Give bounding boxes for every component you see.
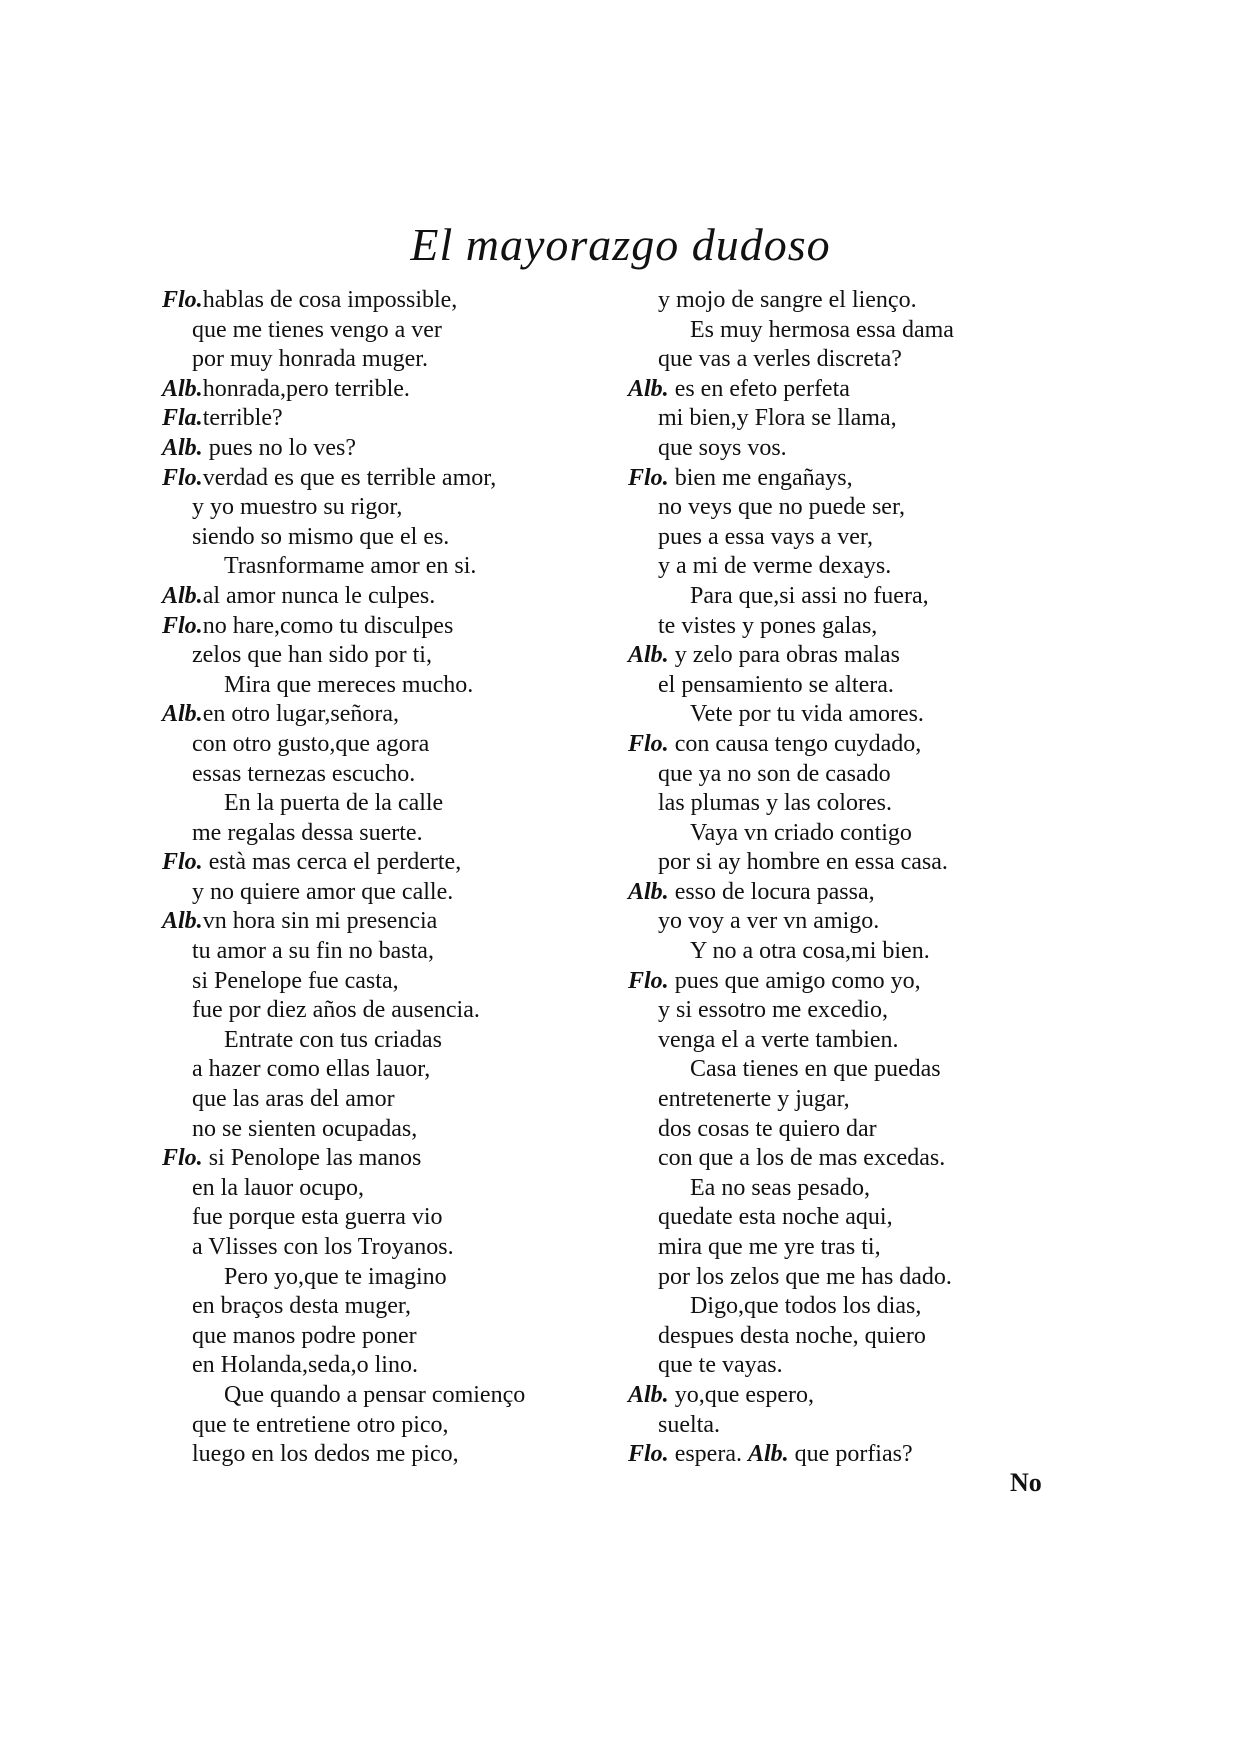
verse-line [628, 434, 1028, 464]
verse-text: que te entretiene otro pico, [192, 1411, 449, 1438]
verse-text: vn hora sin mi presencia [202, 908, 438, 935]
verse-text: Vaya vn criado contigo [690, 819, 912, 846]
verse-line [628, 1263, 1028, 1293]
verse-text: pues que amigo como yo, [668, 967, 921, 994]
verse-text: pues no lo ves? [202, 434, 356, 461]
verse-text: por muy honrada muger. [192, 346, 428, 373]
verse-text: Y no a otra cosa,mi bien. [690, 938, 930, 965]
speaker-label: Flo. [162, 849, 203, 876]
verse-line [628, 730, 1028, 760]
verse-text: el pensamiento se altera. [658, 671, 894, 698]
verse-line [628, 878, 1028, 908]
verse-line [628, 848, 1028, 878]
verse-text: Entrate con tus criadas [224, 1026, 442, 1053]
verse-text: y mojo de sangre el lienço. [658, 287, 917, 313]
verse-text: Trasnformame amor en si. [224, 553, 477, 580]
verse-line [162, 789, 602, 819]
speaker-label: Alb. [162, 434, 203, 461]
verse-text: Casa tienes en que puedas [690, 1056, 941, 1083]
verse-text: al amor nunca le culpes. [202, 582, 436, 609]
verse-text: yo voy a ver vn amigo. [658, 908, 880, 935]
verse-line [628, 967, 1028, 997]
catchword: No [1010, 1468, 1042, 1497]
verse-text: a Vlisses con los Troyanos. [192, 1234, 454, 1260]
verse-line [162, 1055, 602, 1085]
verse-text: mira que me yre tras ti, [658, 1234, 881, 1260]
verse-line [162, 1292, 602, 1322]
verse-line [162, 907, 602, 937]
verse-line [162, 1411, 602, 1441]
verse-line [628, 1351, 1028, 1381]
verse-line [628, 1322, 1028, 1352]
verse-text: que te vayas. [658, 1352, 783, 1379]
verse-line [628, 641, 1028, 671]
speaker-label: Alb. [628, 878, 669, 905]
verse-line [162, 1263, 602, 1293]
verse-line [162, 286, 602, 316]
speaker-label: Flo. [628, 1441, 669, 1468]
verse-text: que soys vos. [658, 434, 787, 461]
verse-text: que me tienes vengo a ver [192, 316, 442, 343]
verse-line [628, 552, 1028, 582]
verse-text: Es muy hermosa essa dama [690, 316, 954, 343]
verse-line [162, 967, 602, 997]
verse-text: te vistes y pones galas, [658, 612, 878, 639]
verse-line [628, 404, 1028, 434]
right-column [628, 286, 1028, 1470]
verse-line [162, 552, 602, 582]
verse-line [162, 1203, 602, 1233]
verse-text: en Holanda,seda,o lino. [192, 1352, 418, 1379]
speaker-label: Flo. [628, 464, 669, 491]
verse-text: pues a essa vays a ver, [658, 523, 873, 550]
verse-line [162, 996, 602, 1026]
verse-line [628, 1233, 1028, 1263]
verse-text: que manos podre poner [192, 1322, 417, 1349]
verse-text: verdad es que es terrible amor, [202, 464, 497, 491]
verse-line [162, 316, 602, 346]
verse-line [162, 1144, 602, 1174]
verse-text: siendo so mismo que el es. [192, 523, 450, 550]
verse-text: entretenerte y jugar, [658, 1086, 850, 1113]
verse-line [162, 819, 602, 849]
verse-line [162, 848, 602, 878]
verse-line [162, 493, 602, 523]
verse-text: zelos que han sido por ti, [192, 642, 432, 669]
verse-text: en la lauor ocupo, [192, 1174, 364, 1201]
verse-line [628, 316, 1028, 346]
verse-line [628, 1115, 1028, 1145]
left-column [162, 286, 602, 1470]
speaker-label: Alb. [162, 375, 203, 402]
verse-text: y si essotro me excedio, [658, 997, 888, 1024]
verse-line [628, 582, 1028, 612]
verse-text: En la puerta de la calle [224, 790, 444, 817]
verse-line [628, 523, 1028, 553]
verse-text: a hazer como ellas lauor, [192, 1056, 431, 1083]
verse-text: espera. [668, 1441, 748, 1468]
verse-text: las plumas y las colores. [658, 790, 892, 817]
verse-text: luego en los dedos me pico, [192, 1441, 459, 1468]
verse-line [628, 1381, 1028, 1411]
verse-text: venga el a verte tambien. [658, 1026, 899, 1053]
verse-text: que vas a verles discreta? [658, 346, 902, 373]
verse-line [162, 1322, 602, 1352]
speaker-label: Alb. [628, 1381, 669, 1408]
verse-line [162, 434, 602, 464]
verse-line [162, 582, 602, 612]
verse-line [628, 671, 1028, 701]
verse-line [628, 937, 1028, 967]
verse-line [162, 345, 602, 375]
verse-text: hablas de cosa impossible, [202, 287, 458, 313]
verse-text: fue porque esta guerra vio [192, 1204, 443, 1231]
verse-line [628, 1026, 1028, 1056]
verse-text: me regalas dessa suerte. [192, 819, 423, 846]
verse-text: Digo,que todos los dias, [690, 1293, 922, 1320]
verse-text: Pero yo,que te imagino [224, 1263, 447, 1290]
verse-line [162, 1381, 602, 1411]
verse-text: no se sienten ocupadas, [192, 1115, 418, 1142]
verse-line [628, 493, 1028, 523]
verse-text: en otro lugar,señora, [202, 701, 399, 728]
verse-text: Ea no seas pesado, [690, 1174, 870, 1201]
verse-line [162, 878, 602, 908]
speaker-label: Flo. [162, 287, 203, 313]
verse-text: yo,que espero, [668, 1381, 814, 1408]
verse-line [628, 464, 1028, 494]
verse-text: despues desta noche, quiero [658, 1322, 926, 1349]
verse-line [628, 700, 1028, 730]
verse-line [628, 1174, 1028, 1204]
verse-line [162, 404, 602, 434]
verse-text: esso de locura passa, [668, 878, 875, 905]
speaker-label: Fla. [162, 405, 203, 432]
verse-line [162, 760, 602, 790]
verse-line [162, 937, 602, 967]
verse-text: es en efeto perfeta [668, 375, 850, 402]
verse-line [162, 700, 602, 730]
speaker-label: Alb. [162, 701, 203, 728]
verse-text: Que quando a pensar comienço [224, 1381, 526, 1408]
verse-line [162, 1351, 602, 1381]
verse-line [162, 1085, 602, 1115]
verse-line [628, 1411, 1028, 1441]
verse-text: con causa tengo cuydado, [668, 730, 922, 757]
verse-line [628, 996, 1028, 1026]
verse-line [162, 375, 602, 405]
verse-text: tu amor a su fin no basta, [192, 938, 434, 965]
running-head: El mayorazgo dudoso [410, 219, 831, 270]
verse-text: y no quiere amor que calle. [192, 878, 454, 905]
verse-text: quedate esta noche aqui, [658, 1204, 893, 1231]
verse-line [628, 1440, 1028, 1470]
verse-line [628, 286, 1028, 316]
speaker-label: Flo. [162, 612, 203, 639]
verse-text: con que a los de mas excedas. [658, 1145, 946, 1172]
verse-text: terrible? [202, 405, 283, 432]
verse-line [162, 1026, 602, 1056]
speaker-label: Flo. [628, 967, 669, 994]
verse-text: en braços desta muger, [192, 1293, 411, 1320]
verse-text: y a mi de verme dexays. [658, 553, 892, 580]
verse-text: y yo muestro su rigor, [192, 494, 403, 521]
verse-text: no hare,como tu disculpes [202, 612, 454, 639]
speaker-label: Alb. [162, 582, 203, 609]
verse-line [162, 1440, 602, 1470]
verse-line [628, 1292, 1028, 1322]
verse-line [162, 1233, 602, 1263]
verse-text: que porfias? [788, 1441, 913, 1468]
verse-text: con otro gusto,que agora [192, 730, 430, 757]
verse-text: dos cosas te quiero dar [658, 1115, 877, 1142]
verse-text: suelta. [658, 1411, 720, 1438]
verse-line [628, 819, 1028, 849]
verse-text: mi bien,y Flora se llama, [658, 405, 897, 432]
verse-line [628, 1085, 1028, 1115]
verse-line [628, 1203, 1028, 1233]
verse-line [628, 760, 1028, 790]
verse-text: fue por diez años de ausencia. [192, 997, 480, 1024]
verse-line [628, 789, 1028, 819]
speaker-label: Flo. [162, 464, 203, 491]
verse-line [162, 671, 602, 701]
verse-text: Vete por tu vida amores. [690, 701, 924, 728]
verse-text: por si ay hombre en essa casa. [658, 849, 948, 876]
verse-line [628, 1055, 1028, 1085]
verse-line [162, 612, 602, 642]
verse-line [162, 1115, 602, 1145]
verse-text: està mas cerca el perderte, [202, 849, 462, 876]
verse-text: si Penolope las manos [202, 1145, 422, 1172]
verse-text: essas ternezas escucho. [192, 760, 416, 787]
verse-line [628, 612, 1028, 642]
speaker-label: Alb. [628, 375, 669, 402]
verse-text: bien me engañays, [668, 464, 853, 491]
verse-text: y zelo para obras malas [668, 642, 900, 669]
verse-text: no veys que no puede ser, [658, 494, 905, 521]
verse-text: honrada,pero terrible. [202, 375, 410, 402]
verse-line [162, 641, 602, 671]
speaker-label: Flo. [628, 730, 669, 757]
speaker-label: Flo. [162, 1145, 203, 1172]
verse-line [628, 1144, 1028, 1174]
verse-text: que ya no son de casado [658, 760, 891, 787]
verse-line [628, 907, 1028, 937]
verse-text: que las aras del amor [192, 1086, 395, 1113]
verse-text: por los zelos que me has dado. [658, 1263, 952, 1290]
verse-line [162, 730, 602, 760]
verse-line [162, 523, 602, 553]
verse-text: Para que,si assi no fuera, [690, 582, 929, 609]
verse-line [628, 345, 1028, 375]
verse-line [628, 375, 1028, 405]
speaker-label: Alb. [747, 1441, 789, 1468]
verse-line [162, 464, 602, 494]
verse-text: si Penelope fue casta, [192, 967, 399, 994]
speaker-label: Alb. [628, 642, 669, 669]
verse-line [162, 1174, 602, 1204]
verse-text: Mira que mereces mucho. [224, 671, 474, 698]
speaker-label: Alb. [162, 908, 203, 935]
